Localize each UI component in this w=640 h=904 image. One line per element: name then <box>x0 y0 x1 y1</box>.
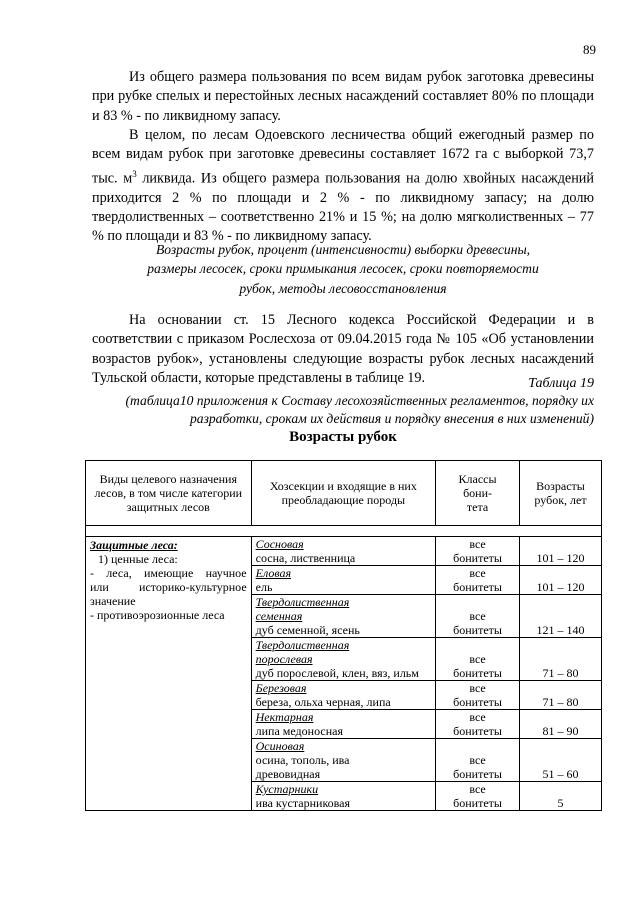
section-name: Березовая <box>255 681 307 695</box>
spacer-row <box>86 526 602 537</box>
bonitet-cell <box>436 710 520 739</box>
section-name: семенная <box>255 609 303 623</box>
species-text: древовидная <box>255 767 321 781</box>
table-source-line: разработки, срокам их действия и порядку внесения в них изменений) <box>189 410 594 426</box>
table-source-line: (таблица10 приложения к Составу лесохозяйственных регламентов, порядку их <box>125 393 594 408</box>
section-heading-line: размеры лесосек, сроки примыкания лесосек, сроки повторяемости <box>147 261 539 277</box>
bonitet-text: бонитеты <box>453 623 502 637</box>
section-name: Твердолиственная <box>255 595 350 609</box>
age-cell: 101 – 120 <box>520 566 602 595</box>
bonitet-text: все <box>469 609 486 623</box>
header-sections: Хозсекции и входящие в них преобладающие породы <box>251 461 435 526</box>
species-text: липа медоносная <box>255 724 343 738</box>
page-number: 89 <box>583 42 596 57</box>
bonitet-cell <box>436 537 520 566</box>
bonitet-cell <box>436 782 520 811</box>
paragraph-annual-volume-part1: В целом, по лесам Одоевского лесничества общий ежегодный размер по всем видам рубок при заготовке древесины составляет 1672 га с выборкой 73,7 тыс. м <box>92 127 594 187</box>
section-cell <box>251 710 435 739</box>
bonitet-text: все <box>469 710 486 724</box>
category-line: - противоэрозионные леса <box>90 608 225 622</box>
bonitet-text: все <box>469 537 486 551</box>
bonitet-text: бонитеты <box>453 666 502 680</box>
category-line: - леса, имеющие научное <box>90 566 247 580</box>
table-source-note <box>92 392 594 427</box>
bonitet-text: бонитеты <box>453 695 502 709</box>
bonitet-text: бонитеты <box>453 767 502 781</box>
header-bonitet-class: Классы бони-тета <box>436 461 520 526</box>
cubic-superscript: 3 <box>132 168 137 179</box>
paragraph-harvest-share: Из общего размера пользования по всем видам рубок заготовка древесины при рубке спелых и перестойных лесных насаждений составляет 80% по площади и 83 % - по ликвидному запасу. <box>92 69 594 124</box>
bonitet-cell <box>436 739 520 782</box>
bonitet-cell <box>436 681 520 710</box>
bonitet-text: бонитеты <box>453 580 502 594</box>
bonitet-text: бонитеты <box>453 796 502 810</box>
bonitet-text: бонитеты <box>453 724 502 738</box>
age-cell: 101 – 120 <box>520 537 602 566</box>
age-cell: 81 – 90 <box>520 710 602 739</box>
bonitet-text: все <box>469 652 486 666</box>
species-text: береза, ольха черная, липа <box>255 695 391 709</box>
category-cell <box>86 537 252 811</box>
bonitet-text: все <box>469 681 486 695</box>
table-row <box>86 537 602 566</box>
section-cell <box>251 638 435 681</box>
age-cell: 71 – 80 <box>520 681 602 710</box>
section-cell <box>251 595 435 638</box>
age-cell: 71 – 80 <box>520 638 602 681</box>
section-heading-line: рубок, методы лесовосстановления <box>239 280 447 296</box>
bonitet-text: все <box>469 782 486 796</box>
category-title: Защитные леса: <box>90 538 178 552</box>
bonitet-text: бонитеты <box>453 551 502 565</box>
species-text: дуб семенной, ясень <box>255 623 360 637</box>
section-heading-line: Возрасты рубок, процент (интенсивности) выборки древесины, <box>155 242 531 257</box>
section-heading <box>92 240 594 298</box>
bonitet-cell <box>436 638 520 681</box>
species-text: ива кустарниковая <box>255 796 351 810</box>
category-subtitle: 1) ценные леса: <box>98 552 178 566</box>
header-purpose: Виды целевого назначения лесов, в том числе категории защитных лесов <box>86 461 252 526</box>
section-name: Сосновая <box>255 537 304 551</box>
section-name: Нектарная <box>255 710 314 724</box>
age-cell: 5 <box>520 782 602 811</box>
section-cell <box>251 739 435 782</box>
section-cell <box>251 782 435 811</box>
section-cell <box>251 681 435 710</box>
bonitet-text: все <box>469 753 486 767</box>
species-text: сосна, лиственница <box>255 551 356 565</box>
species-text: осина, тополь, ива <box>255 753 350 767</box>
table-header-row <box>86 461 602 526</box>
age-cell: 121 – 140 <box>520 595 602 638</box>
section-name: Твердолиственная <box>255 638 350 652</box>
paragraph-annual-volume <box>92 126 594 247</box>
table-label: Таблица 19 <box>528 376 594 391</box>
species-text: ель <box>255 580 273 594</box>
section-name: порослевая <box>255 652 313 666</box>
section-name: Еловая <box>255 566 292 580</box>
bonitet-text: все <box>469 566 486 580</box>
species-text: дуб порослевой, клен, вяз, ильм <box>255 666 419 680</box>
paragraph-legal-basis: На основании ст. 15 Лесного кодекса Российской Федерации и в соответствии с приказом Рослесхоза от 09.04.2015 года № 105 «Об установлении возрастов рубок», установлены следующие возрасты рубок лесных насаждений Тульской области, которые представлены в таблице 19. <box>92 312 594 386</box>
header-cutting-age: Возрасты рубок, лет <box>520 461 602 526</box>
section-name: Кустарники <box>255 782 319 796</box>
cutting-age-table <box>85 460 602 811</box>
section-cell <box>251 566 435 595</box>
bonitet-cell <box>436 595 520 638</box>
age-cell: 51 – 60 <box>520 739 602 782</box>
bonitet-cell <box>436 566 520 595</box>
paragraph-annual-volume-part2: ликвида. Из общего размера пользования на долю хвойных насаждений приходится 2 % по площади и 2 % - по ликвидному запасу; на долю твердолиственных – соответственно 21% и 15 %; на долю мягколиственных – 77 % по площади и 83 % - по ликвидному запасу. <box>92 170 594 245</box>
section-name: Осиновая <box>255 739 305 753</box>
category-line: значение <box>90 594 136 608</box>
table-title: Возрасты рубок <box>289 429 397 445</box>
section-cell <box>251 537 435 566</box>
category-line: или историко-культурное <box>90 580 247 594</box>
